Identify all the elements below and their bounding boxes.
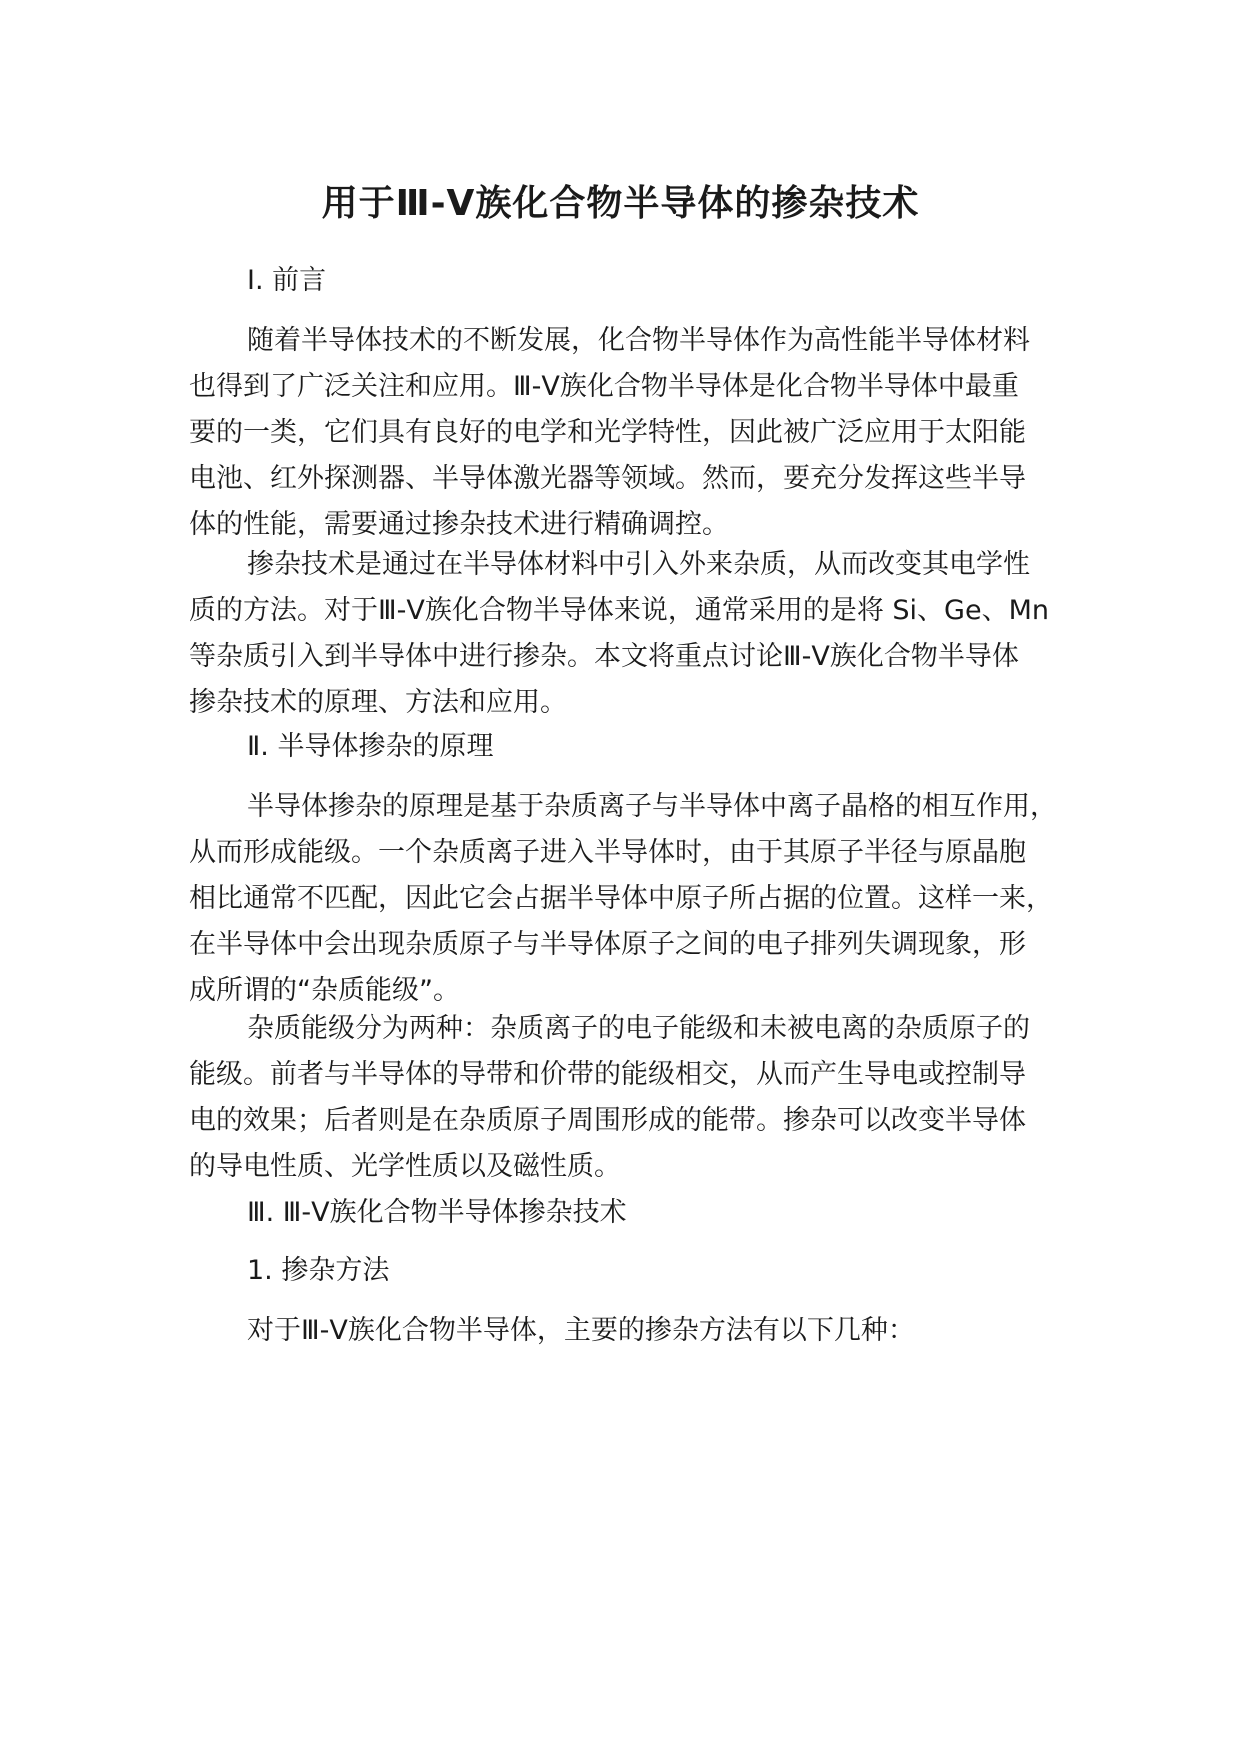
text-line: 掺杂技术的原理、方法和应用。	[189, 687, 567, 718]
text-line: 质的方法。对于Ⅲ-Ⅴ族化合物半导体来说，通常采用的是将 Si、Ge、Mn	[189, 595, 1049, 626]
text-line: 体的性能，需要通过掺杂技术进行精确调控。	[189, 509, 729, 540]
text-line: 等杂质引入到半导体中进行掺杂。本文将重点讨论Ⅲ-Ⅴ族化合物半导体	[189, 641, 1019, 672]
text-line: 杂质能级分为两种：杂质离子的电子能级和未被电离的杂质原子的	[247, 1013, 1030, 1044]
text-line: Ⅰ. 前言	[247, 265, 327, 296]
text-line: 在半导体中会出现杂质原子与半导体原子之间的电子排列失调现象，形	[189, 929, 1026, 960]
text-line: 能级。前者与半导体的导带和价带的能级相交，从而产生导电或控制导	[189, 1059, 1026, 1090]
subheading-methods	[189, 1248, 1089, 1294]
text-line: 对于Ⅲ-Ⅴ族化合物半导体，主要的掺杂方法有以下几种：	[247, 1315, 915, 1346]
text-line: 成所谓的“杂质能级”。	[189, 975, 460, 1006]
text-line: 电池、红外探测器、半导体激光器等领域。然而，要充分发挥这些半导	[189, 463, 1026, 494]
document-title: 用于Ⅲ-Ⅴ族化合物半导体的掺杂技术	[321, 183, 920, 224]
paragraph-intro	[189, 318, 1089, 548]
section-heading-principle	[189, 724, 1089, 770]
paragraph-doping-overview	[189, 542, 1089, 726]
text-line: 1. 掺杂方法	[247, 1255, 390, 1286]
paragraph-impurity-levels	[189, 1006, 1089, 1190]
text-line: Ⅱ. 半导体掺杂的原理	[247, 731, 494, 762]
text-line: 的导电性质、光学性质以及磁性质。	[189, 1151, 621, 1182]
text-line: 半导体掺杂的原理是基于杂质离子与半导体中离子晶格的相互作用，	[247, 791, 1057, 822]
text-line: 要的一类，它们具有良好的电学和光学特性，因此被广泛应用于太阳能	[189, 417, 1026, 448]
text-line: 随着半导体技术的不断发展，化合物半导体作为高性能半导体材料	[247, 325, 1030, 356]
paragraph-methods-intro	[189, 1308, 1089, 1354]
text-line: 从而形成能级。一个杂质离子进入半导体时，由于其原子半径与原晶胞	[189, 837, 1026, 868]
paragraph-principle	[189, 784, 1089, 1014]
text-line: 掺杂技术是通过在半导体材料中引入外来杂质，从而改变其电学性	[247, 549, 1030, 580]
section-heading-techniques	[189, 1190, 1089, 1236]
text-line: 电的效果；后者则是在杂质原子周围形成的能带。掺杂可以改变半导体	[189, 1105, 1026, 1136]
text-line: 也得到了广泛关注和应用。Ⅲ-Ⅴ族化合物半导体是化合物半导体中最重	[189, 371, 1019, 402]
text-line: Ⅲ. Ⅲ-Ⅴ族化合物半导体掺杂技术	[247, 1197, 627, 1228]
section-heading-preface	[189, 258, 1089, 304]
text-line: 相比通常不匹配，因此它会占据半导体中原子所占据的位置。这样一来，	[189, 883, 1053, 914]
